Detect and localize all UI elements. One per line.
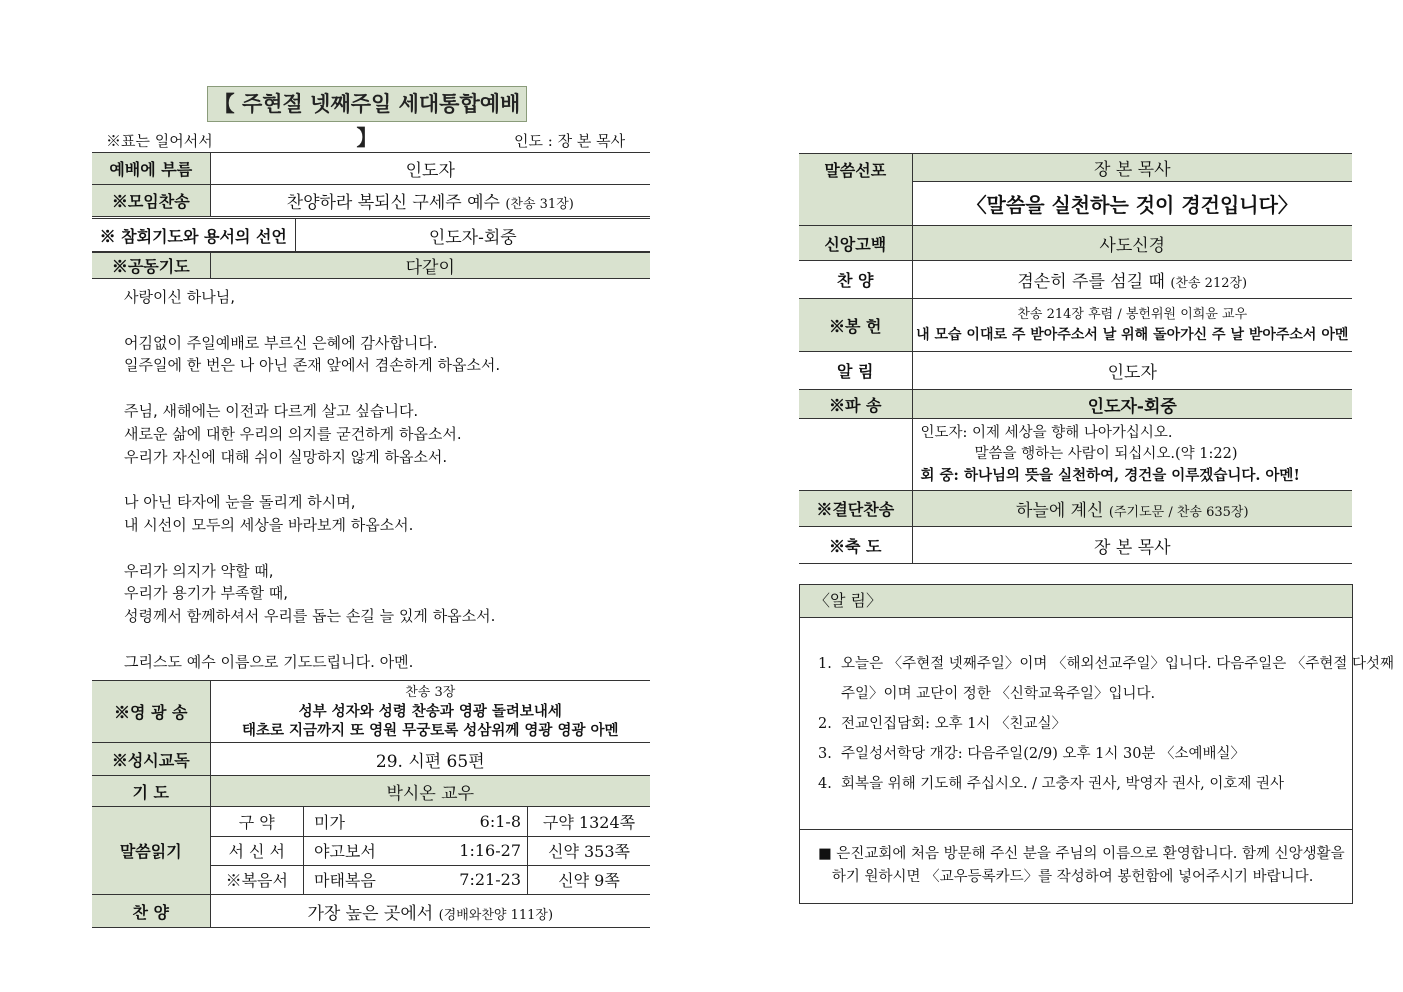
common-prayer-text [124,286,644,674]
order-label: 말씀선포 [799,154,912,226]
order-value: 인도자 [912,352,1352,390]
notice-item: 주일〉이며 교단이 정한 〈신학교육주일〉입니다. [818,686,1156,702]
gloria-text [210,681,650,743]
common-prayer-table [92,252,650,279]
prayer-line: 나 아닌 타자에 눈을 돌리게 하시며, [124,493,356,512]
order-value: 다같이 [210,253,650,279]
sending-line: 인도자: 이제 세상을 향해 나아가십시오. [920,425,1173,441]
reading-kind: 서 신 서 [211,836,304,865]
gloria-line: 성부 성자와 성령 찬송과 영광 돌려보내세 [298,703,562,720]
leader-info: 인도 : 장 본 목사 [514,132,626,150]
praise-number: (경배와찬양 111장) [438,907,554,923]
prayer-line: 일주일에 한 번은 나 아닌 존재 앞에서 겸손하게 하옵소서. [124,356,501,375]
notice-divider [800,829,1352,830]
reading-ref: 1:16-27 [434,836,528,865]
welcome-line: 하기 원하시면 〈교우등록카드〉를 작성하여 봉헌함에 넣어주시기 바랍니다. [818,869,1314,885]
prayer-line [124,377,644,400]
order-label: ※성시교독 [92,743,210,776]
reading-page: 신약 353쪽 [528,836,651,865]
left-lower-order-table [92,680,650,928]
notice-box [799,584,1395,904]
reading-book: 마태복음 [314,871,376,891]
reading-page: 구약 1324쪽 [528,807,651,836]
reading-ref: 6:1-8 [434,807,528,836]
reading-book: 야고보서 [304,836,434,865]
order-label: ※결단찬송 [799,491,912,527]
order-label: 기 도 [92,776,210,807]
prayer-line: 우리가 의지가 약할 때, [124,561,274,580]
sermon-title: 〈말씀을 실천하는 것이 경건입니다〉 [912,182,1352,226]
order-label: ※ 참회기도와 용서의 선언 [92,219,295,252]
offering-info: 찬송 214장 후렴 / 봉헌위원 이희윤 교우 [1017,307,1248,322]
order-value: 박시온 교우 [210,776,650,807]
right-order-table [799,153,1352,564]
order-value: 장 본 목사 [912,527,1352,564]
notice-list [818,649,1395,799]
prayer-line: 우리가 용기가 부족할 때, [124,584,288,603]
notice-item: 2. 전교인집담회: 오후 1시 〈친교실〉 [818,716,1067,732]
reading-book: 미가 [304,807,434,836]
welcome-message [818,843,1345,889]
order-value: 인도자-회중 [295,219,650,252]
prayer-line [124,468,644,491]
offering-song: 내 모습 이대로 주 받아주소서 날 위해 돌아가신 주 날 받아주소서 아멘 [916,327,1349,343]
prayer-line: 내 시선이 모두의 세상을 바라보게 하옵소서. [124,515,414,534]
hymn-number: (찬송 31장) [505,197,574,212]
order-label: ※축 도 [799,527,912,564]
order-label: 알 림 [799,352,912,390]
prayer-line: 어김없이 주일예배로 부르신 은혜에 감사합니다. [124,333,438,352]
confession-table [92,218,650,252]
order-label: ※영 광 송 [92,681,210,743]
order-label: ※봉 헌 [799,299,912,352]
order-label: 신앙고백 [799,226,912,261]
prayer-line: 우리가 자신에 대해 쉬이 실망하지 않게 하옵소서. [124,447,448,466]
hymn-number: (주기도문 / 찬송 635장) [1108,505,1249,520]
sending-text [912,419,1352,491]
prayer-line: 새로운 삶에 대한 우리의 의지를 굳건하게 하옵소서. [124,424,462,443]
empty-cell [799,419,912,491]
order-value: 인도자-회중 [912,390,1352,419]
reading-table [211,807,651,894]
notice-item: 4. 회복을 위해 기도해 주십시오. / 고충자 권사, 박영자 권사, 이호제 권사 [818,776,1285,792]
notice-item: 3. 주일성서학당 개강: 다음주일(2/9) 오후 1시 30분 〈소예배실〉 [818,746,1246,762]
reading-cell [210,807,650,895]
hymn-title: 하늘에 계신 [1015,501,1104,521]
prayer-line [124,628,644,651]
order-label: 말씀읽기 [92,807,210,895]
notice-item: 1. 오늘은 〈주현절 넷째주일〉이며 〈해외선교주일〉입니다. 다음주일은 〈주현절 다섯째 [818,656,1395,672]
gloria-hymn: 찬송 3장 [405,685,456,700]
hymn-title: 찬양하라 복되신 구세주 예수 [286,193,500,213]
bulletin-title: 【 주현절 넷째주일 세대통합예배 】 [207,86,527,122]
order-value [912,261,1352,299]
sending-line: 말씀을 행하는 사람이 되십시오.(약 1:22) [974,446,1238,462]
standing-note: ※표는 일어서서 [106,132,213,150]
order-label: ※공동기도 [92,253,210,279]
gloria-line: 태초로 지금까지 또 영원 무궁토록 성삼위께 영광 영광 아멘 [241,722,619,739]
order-label: ※모임찬송 [92,185,210,217]
order-value [210,185,650,217]
notice-heading: 〈알 림〉 [800,585,1352,618]
reading-kind: ※복음서 [211,865,304,894]
praise-number: (찬송 212장) [1170,276,1248,291]
prayer-line: 그리스도 예수 이름으로 기도드립니다. 아멘. [124,652,414,671]
order-label: 예배에 부름 [92,153,210,185]
order-label: ※파 송 [799,390,912,419]
prayer-line [124,537,644,560]
prayer-line: 성령께서 함께하셔서 우리를 돕는 손길 늘 있게 하옵소서. [124,607,496,626]
reading-kind: 구 약 [211,807,304,836]
prayer-line [124,309,644,332]
reading-ref: 7:21-23 [434,865,528,894]
left-order-table [92,152,650,217]
offering-text [912,299,1352,352]
praise-title: 가장 높은 곳에서 [307,903,434,924]
praise-title: 겸손히 주를 섬길 때 [1017,272,1165,292]
order-value [912,491,1352,527]
sermon-preacher: 장 본 목사 [912,154,1352,182]
prayer-line: 주님, 새해에는 이전과 다르게 살고 싶습니다. [124,401,419,420]
prayer-line: 사랑이신 하나님, [124,288,235,306]
sending-line: 회 중: 하나님의 뜻을 실천하여, 경건을 이루겠습니다. 아멘! [920,467,1300,484]
order-label: 찬 양 [799,261,912,299]
order-label: 찬 양 [92,895,210,928]
reading-page: 신약 9쪽 [558,871,620,891]
order-value: 사도신경 [912,226,1352,261]
order-value: 인도자 [210,153,650,185]
welcome-line: ■ 은진교회에 처음 방문해 주신 분을 주님의 이름으로 환영합니다. 함께 신앙생활을 [818,846,1345,862]
order-value: 29. 시편 65편 [210,743,650,776]
order-value [210,895,650,928]
